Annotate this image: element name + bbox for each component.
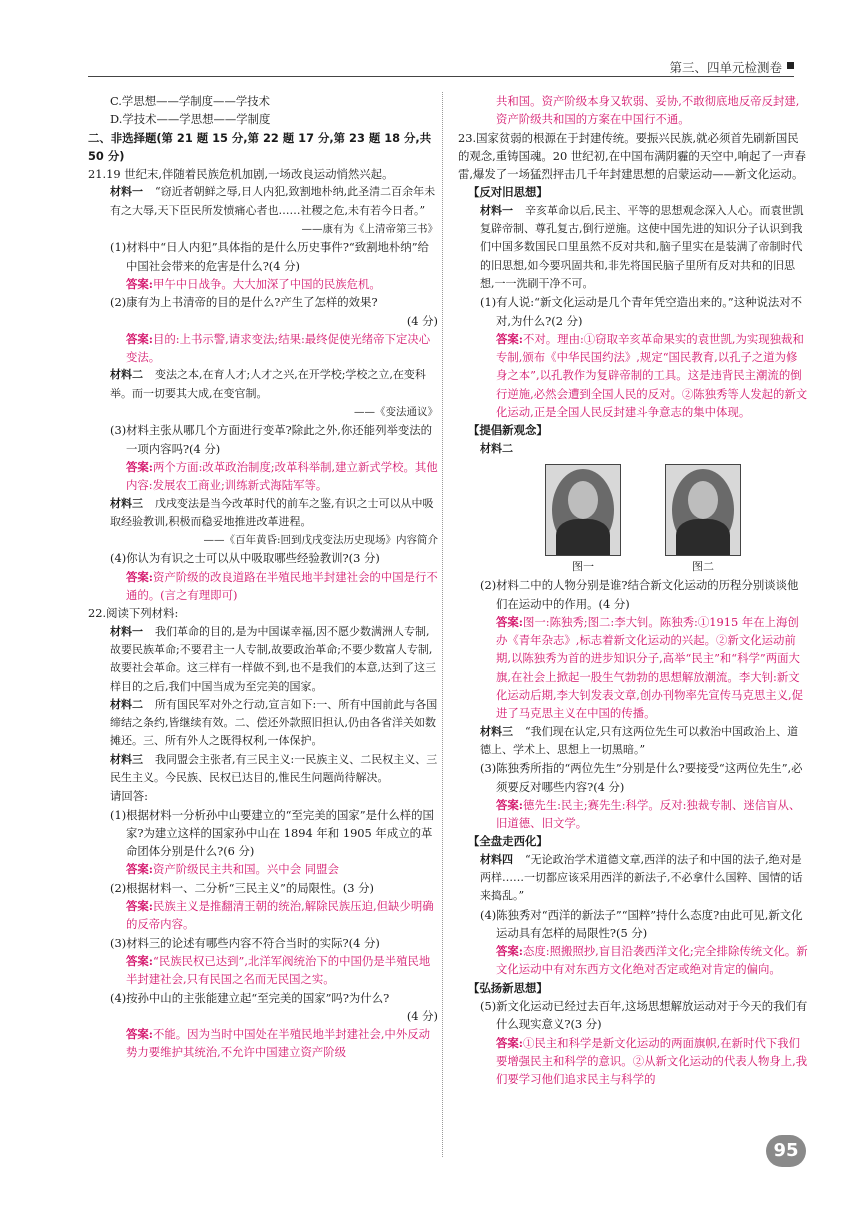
answer: 答案:“民族民权已达到”,北洋军阀统治下的中国仍是半殖民地半封建社会,只有民国之名而无民国之实。 — [126, 953, 431, 987]
q23-5: (5)新文化运动已经过去百年,这场思想解放运动对于今天的我们有什么现实意义?(3 分) — [480, 999, 808, 1032]
section-heading: 【全盘走西化】 — [468, 834, 548, 849]
left-column — [88, 92, 438, 1062]
section-heading: 【弘扬新思想】 — [468, 980, 548, 995]
ask-label: 请回答: — [110, 789, 149, 804]
section-heading: 【提倡新观念】 — [468, 423, 548, 438]
photo-caption: 图二 — [692, 559, 714, 573]
q22-stem: 22.阅读下列材料: — [88, 606, 179, 621]
answer: 答案:不对。理由:①窃取辛亥革命果实的袁世凯,为实现独裁和专制,颁布《中华民国约法》,规定“国民教育,以孔子之道为修身之本”,以孔教作为复辟帝制的工具。这是违背民主潮流的倒行逆施,必然会遭到全国人民的反对。②陈独秀等人发起的新文化运动,正是全国人民反封建斗争意志的集中体现。 — [496, 331, 808, 420]
score: (4 分) — [406, 313, 438, 328]
portrait-image — [665, 464, 741, 556]
header-title: 第三、四单元检测卷 — [669, 60, 782, 75]
q23-material-3: 材料三 “我们现在认定,只有这两位先生可以救治中国政治上、道德上、学术上、思想上一切黑暗。” — [480, 724, 799, 756]
q21-material-2: 材料二 变法之本,在育人才;人才之兴,在开学校;学校之立,在变科举。而一切要其大成,在变官制。 — [110, 368, 426, 400]
header-rule — [88, 76, 794, 77]
q23-material-1: 材料一 辛亥革命以后,民主、平等的思想观念深入人心。而袁世凯复辟帝制、尊孔复古,倒行逆施。这使中国先进的知识分子认识到我们中国多数国民口里虽然不反对共和,脑子里实在是装满了帝制时代的旧思想,如今要巩固共和,非先将国民脑子里所有反对共和的旧思想,一一洗刷干净不可。 — [480, 203, 804, 290]
q22-1: (1)根据材料一分析孙中山要建立的“至完美的国家”是什么样的国家?为建立这样的国家孙中山在 1894 年和 1905 年成立的革命团体分别是什么?(6 分) — [110, 807, 434, 859]
q23-2: (2)材料二中的人物分别是谁?结合新文化运动的历程分别谈谈他们在运动中的作用。(4 分) — [480, 578, 799, 611]
q23-material-4: 材料四 “无论政治学术道德文章,西洋的法子和中国的法子,绝对是两样……一切都应该采用西洋的新法子,不必拿什么国粹、国情的话来捣乱。” — [480, 852, 803, 903]
material-source: ——康有为《上清帝第三书》 — [301, 223, 438, 236]
q23-1: (1)有人说:“新文化运动是几个青年凭空造出来的。”这种说法对不对,为什么?(2 分) — [480, 295, 803, 328]
q23-material-2: 材料二 — [480, 441, 513, 455]
portrait-image — [545, 464, 621, 556]
q22-material-3: 材料三 我同盟会主张者,有三民主义:一民族主义、二民权主义、三民生主义。今民族、民权已达目的,惟民生问题尚待解决。 — [110, 752, 438, 784]
q23-3: (3)陈独秀所指的“两位先生”分别是什么?要接受“这两位先生”,必须要反对哪些内容?(4 分) — [480, 761, 803, 794]
q22-2: (2)根据材料一、二分析“三民主义”的局限性。(3 分) — [110, 880, 374, 895]
q21-stem: 21.19 世纪末,伴随着民族危机加剧,一场改良运动悄然兴起。 — [88, 167, 394, 182]
answer: 答案:德先生:民主;赛先生:科学。反对:独裁专制、迷信盲从、旧道德、旧文学。 — [496, 797, 801, 831]
answer: 答案:甲午中日战争。大大加深了中国的民族危机。 — [126, 276, 381, 291]
q21-material-3: 材料三 戊戌变法是当今改革时代的前车之鉴,有识之士可以从中吸取经验教训,积极而稳妥地推进改革进程。 — [110, 496, 434, 528]
q21-4: (4)你认为有识之士可以从中吸取哪些经验教训?(3 分) — [110, 551, 380, 566]
page-number-badge: 95 — [766, 1135, 806, 1167]
answer: 答案:资产阶级的改良道路在半殖民地半封建社会的中国是行不通的。(言之有理即可) — [126, 569, 438, 603]
answer: 答案:态度:照搬照抄,盲目沿袭西洋文化;完全排除传统文化。新文化运动中有对东西方文化绝对否定或绝对肯定的偏向。 — [496, 944, 808, 977]
material-text: “窃近者朝鲜之辱,日人内犯,致割地朴纳,此圣清二百余年未有之大辱,天下臣民所发愤痛心者也……社稷之危,未有若今日者。” — [110, 185, 436, 217]
photo-caption: 图一 — [572, 559, 594, 573]
photo-1 — [545, 464, 621, 576]
q22-3: (3)材料三的论述有哪些内容不符合当时的实际?(4 分) — [110, 935, 380, 950]
q22-material-2: 材料二 所有国民军对外之行动,宣言如下:一、所有中国前此与各国缔结之条约,皆继续有效。二、偿还外款照旧担认,仍由各省洋关如数摊还。三、所有外人之既得权利,一体保护。 — [110, 697, 438, 748]
answer: 答案:两个方面:改革政治制度;改革科举制,建立新式学校。其他内容:发展农工商业;训练新式海陆军等。 — [126, 459, 438, 493]
header-square-icon — [787, 62, 794, 69]
section-heading: 【反对旧思想】 — [468, 185, 548, 200]
q21-1: (1)材料中“日人内犯”具体指的是什么历史事件?“致割地朴纳”给中国社会带来的危害是什么?(4 分) — [110, 240, 429, 273]
answer: 答案:图一:陈独秀;图二:李大钊。陈独秀:①1915 年在上海创办《青年杂志》,标志着新文化运动的兴起。②新文化运动前期,以陈独秀为首的进步知识分子,高举“民主”和“科学”两面大旗,在社会上掀起一股生气勃勃的思想解放潮流。李大钊:新文化运动后期,李大钊发表文章,创办刊物率先宣传马克思主义,促进了马克思主义在中国的传播。 — [496, 614, 804, 721]
right-column — [458, 92, 808, 1089]
q22-4: (4)按孙中山的主张能建立起“至完美的国家”吗?为什么? — [110, 990, 390, 1005]
photo-2 — [665, 464, 741, 576]
q21-2: (2)康有为上书清帝的目的是什么?产生了怎样的效果? — [110, 295, 378, 310]
q21-material-1 — [88, 183, 438, 220]
option-c: C.学思想——学制度——学技术 — [110, 94, 271, 108]
answer: 答案:①民主和科学是新文化运动的两面旗帜,在新时代下我们要增强民主和科学的意识。②从新文化运动的代表人物身上,我们要学习他们追求民主与科学的 — [496, 1035, 808, 1087]
q23-stem: 23.国家贫弱的根源在于封建传统。要振兴民族,就必须首先刷新国民的观念,重铸国魂。20 世纪初,在中国布满阴霾的天空中,响起了一声春雷,爆发了一场猛烈抨击几千年封建思想的启蒙运动——新文化运动。 — [458, 130, 806, 182]
page-header — [88, 58, 794, 74]
portrait-photos — [458, 464, 808, 576]
answer: 答案:资产阶级民主共和国。兴中会 同盟会 — [126, 862, 339, 877]
column-divider — [442, 92, 443, 1157]
option-d: D.学技术——学思想——学制度 — [110, 112, 271, 127]
section-title: 二、非选择题(第 21 题 15 分,第 22 题 17 分,第 23 题 18 分,共 50 分) — [88, 130, 432, 163]
answer: 答案:不能。因为当时中国处在半殖民地半封建社会,中外反动势力要维护其统治,不允许中国建立资产阶级 — [126, 1027, 430, 1060]
answer-continued: 共和国。资产阶级本身又软弱、妥协,不敢彻底地反帝反封建,资产阶级共和国的方案在中国行不通。 — [496, 94, 800, 127]
q21-3: (3)材料主张从哪几个方面进行变革?除此之外,你还能列举变法的一项内容吗?(4 分) — [110, 423, 433, 456]
answer: 答案:目的:上书示警,请求变法;结果:最终促使光绪帝下定决心变法。 — [126, 331, 431, 365]
material-source: ——《百年黄昏:回到戊戌变法历史现场》内容简介 — [203, 534, 438, 547]
material-label: 材料一 — [110, 185, 143, 199]
score: (4 分) — [406, 1008, 438, 1023]
material-source: ——《变法通议》 — [354, 406, 438, 419]
q23-4: (4)陈独秀对“西洋的新法子”“国粹”持什么态度?由此可见,新文化运动具有怎样的局限性?(5 分) — [480, 907, 803, 940]
q22-material-1: 材料一 我们革命的目的,是为中国谋幸福,因不愿少数满洲人专制,故要民族革命;不要君主一人专制,故要政治革命;不要少数富人专制,故要社会革命。这三样有一样做不到,也不是我们的本意,达到了这三样目的之后,我们中国当成为至完美的国家。 — [110, 624, 436, 693]
answer: 答案:民族主义是推翻清王朝的统治,解除民族压迫,但缺少明确的反帝内容。 — [126, 899, 434, 932]
